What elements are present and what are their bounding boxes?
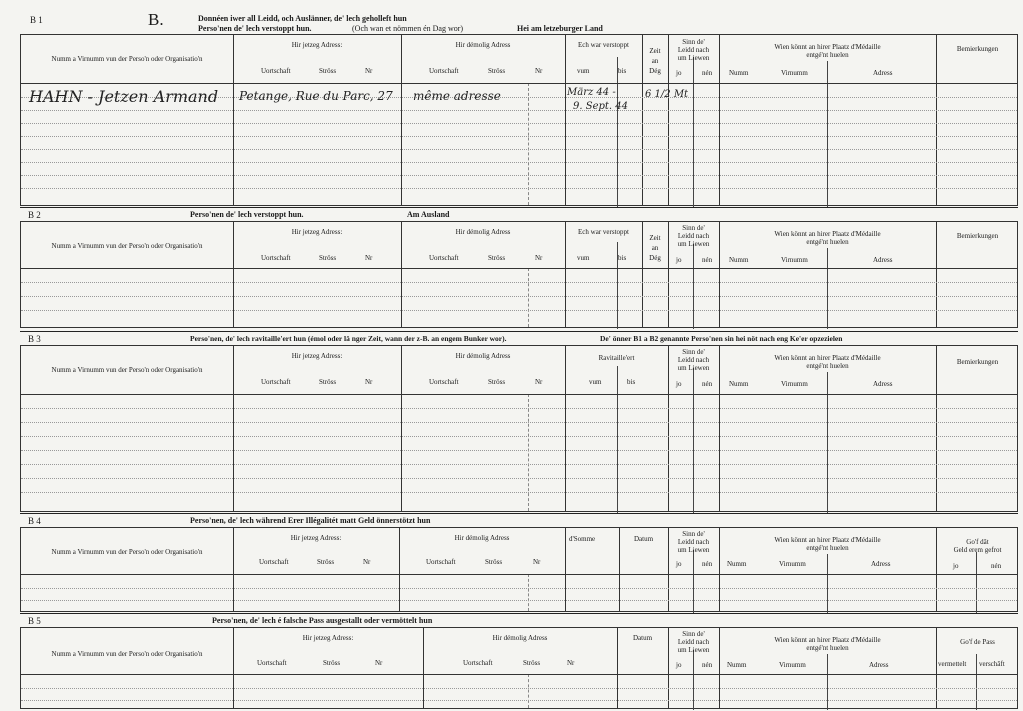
col-alive-1: Sinn de' xyxy=(682,348,705,356)
col-medal-1: Wien könnt an hirer Plaatz d'Médaille xyxy=(774,536,881,544)
col-street: Ströss xyxy=(319,378,337,386)
col-nr: Nr xyxy=(533,558,541,566)
col-medal-address: Adress xyxy=(873,380,893,388)
col-nr: Nr xyxy=(567,659,575,667)
b2-title-b: Am Ausland xyxy=(407,210,450,219)
col-medal-first: Virnumm xyxy=(779,560,806,568)
col-days: Dég xyxy=(649,67,661,75)
b1-title-2: Perso'nen de' lech verstoppt hun. xyxy=(198,24,312,33)
col-street: Ströss xyxy=(323,659,341,667)
col-money-1: Go'f dât xyxy=(966,538,989,546)
col-street: Ströss xyxy=(523,659,541,667)
section-code: B 4 xyxy=(28,516,41,526)
col-pass: Go'f de Pass xyxy=(960,638,995,646)
col-an: an xyxy=(651,244,659,252)
col-nr: Nr xyxy=(535,378,543,386)
b1-title-2b: (Och wan et nömmen én Dag wor) xyxy=(352,24,464,33)
col-medal-name: Numm xyxy=(727,661,747,669)
col-former-address: Hir démolig Adress xyxy=(455,228,511,236)
col-medal-2: entgé'nt huelen xyxy=(806,238,849,246)
col-name: Numm a Virnumm vun der Perso'n oder Organisatio'n xyxy=(51,548,203,556)
col-yes: jo xyxy=(676,661,682,669)
col-alive-1: Sinn de' xyxy=(682,38,705,46)
col-time: Zeit xyxy=(649,47,661,55)
entry-name: HAHN - Jetzen Armand xyxy=(29,87,219,106)
col-yes: jo xyxy=(676,560,682,568)
section-letter: B. xyxy=(148,10,164,29)
b2-table xyxy=(20,221,1018,328)
col-no: nén xyxy=(702,560,713,568)
col-alive-1: Sinn de' xyxy=(682,530,705,538)
col-nr: Nr xyxy=(365,254,373,262)
col-medal-1: Wien könnt an hirer Plaatz d'Médaille xyxy=(774,230,881,238)
col-money-2: Geld erem gefrot xyxy=(953,546,1002,554)
col-locality: Uortschaft xyxy=(426,558,456,566)
col-alive-3: um Liewen xyxy=(677,240,710,248)
col-alive-3: um Liewen xyxy=(677,646,710,654)
col-locality: Uortschaft xyxy=(261,378,291,386)
col-street: Ströss xyxy=(485,558,503,566)
col-nr: Nr xyxy=(535,254,543,262)
col-date: Datum xyxy=(633,535,654,543)
entry-from: März 44 - xyxy=(567,87,616,98)
col-from: vum xyxy=(577,254,590,262)
col-street: Ströss xyxy=(319,67,337,75)
col-former-address: Hir démolig Adress xyxy=(455,41,511,49)
b5-table xyxy=(20,627,1018,709)
col-pass-made: verschâft xyxy=(979,660,1005,668)
col-alive-2: Leidd nach xyxy=(677,232,710,240)
col-locality: Uortschaft xyxy=(261,254,291,262)
col-alive-1: Sinn de' xyxy=(682,630,705,638)
col-to: bis xyxy=(627,378,636,386)
col-current-address: Hir jetzeg Adress: xyxy=(291,228,343,236)
col-time: Zeit xyxy=(649,234,661,242)
col-medal-2: entgé'nt huelen xyxy=(806,51,849,59)
col-medal-2: entgé'nt huelen xyxy=(806,644,849,652)
col-locality: Uortschaft xyxy=(429,254,459,262)
b3-title: Perso'nen, de' lech ravitaille'ert hun (émol oder lä nger Zeit, wann der z-B. an engem Bunker wor). xyxy=(190,334,507,343)
col-to: bis xyxy=(618,67,627,75)
col-pass-issued: vermettelt xyxy=(938,660,967,668)
col-alive-2: Leidd nach xyxy=(677,46,710,54)
col-no: nén xyxy=(702,256,713,264)
section-b5 xyxy=(20,613,1018,709)
col-medal-first: Virnumm xyxy=(779,661,806,669)
section-code: B 5 xyxy=(28,616,41,626)
b4-table xyxy=(20,527,1018,612)
col-medal-2: entgé'nt huelen xyxy=(806,544,849,552)
col-alive-3: um Liewen xyxy=(677,546,710,554)
section-code: B 2 xyxy=(28,210,41,220)
col-name: Numm a Virnumm vun der Perso'n oder Organisatio'n xyxy=(51,242,203,250)
col-former-address: Hir démolig Adress xyxy=(492,634,548,642)
section-code: B 3 xyxy=(28,334,41,344)
entry-address: Petange, Rue du Parc, 27 xyxy=(239,89,393,103)
col-street: Ströss xyxy=(488,254,506,262)
col-current-address: Hir jetzeg Adress: xyxy=(291,41,343,49)
col-street: Ströss xyxy=(488,67,506,75)
col-locality: Uortschaft xyxy=(429,378,459,386)
col-no: nén xyxy=(702,661,713,669)
col-sum: d'Somme xyxy=(569,535,596,543)
col-hidden: Ech war verstoppt xyxy=(578,41,629,49)
col-yes: jo xyxy=(953,562,959,570)
col-street: Ströss xyxy=(488,378,506,386)
section-b4 xyxy=(20,513,1018,612)
col-no: nén xyxy=(702,380,713,388)
col-medal-1: Wien könnt an hirer Plaatz d'Médaille xyxy=(774,636,881,644)
col-alive-2: Leidd nach xyxy=(677,356,710,364)
col-medal-first: Virnumm xyxy=(781,69,808,77)
col-from: vum xyxy=(577,67,590,75)
col-nr: Nr xyxy=(365,67,373,75)
col-nr: Nr xyxy=(365,378,373,386)
col-nr: Nr xyxy=(363,558,371,566)
section-b3 xyxy=(20,331,1018,512)
col-street: Ströss xyxy=(319,254,337,262)
col-medal-address: Adress xyxy=(869,661,889,669)
col-ravit: Ravitaille'ert xyxy=(598,354,635,362)
col-no: nén xyxy=(991,562,1002,570)
col-medal-first: Virnumm xyxy=(781,256,808,264)
col-medal-first: Virnumm xyxy=(781,380,808,388)
col-medal-1: Wien könnt an hirer Plaatz d'Médaille xyxy=(774,43,881,51)
col-locality: Uortschaft xyxy=(463,659,493,667)
b3-table xyxy=(20,345,1018,512)
col-an: an xyxy=(651,57,659,65)
col-days: Dég xyxy=(649,254,661,262)
col-current-address: Hir jetzeg Adress: xyxy=(302,634,354,642)
b5-title: Perso'nen, de' lech é falsche Pass ausgestallt oder vermöttelt hun xyxy=(212,616,433,625)
col-medal-address: Adress xyxy=(873,256,893,264)
col-remarks: Bemierkungen xyxy=(956,358,999,366)
col-medal-name: Numm xyxy=(729,380,749,388)
col-locality: Uortschaft xyxy=(257,659,287,667)
b1-title-3: Hei am letzeburger Land xyxy=(517,24,603,33)
col-alive-3: um Liewen xyxy=(677,54,710,62)
section-b1 xyxy=(20,10,1018,206)
entry-to: 9. Sept. 44 xyxy=(573,101,628,112)
col-former-address: Hir démolig Adress xyxy=(455,352,511,360)
b1-title-1: Donnéen iwer all Leidd, och Auslänner, de' lech geholleft hun xyxy=(198,14,407,23)
col-alive-2: Leidd nach xyxy=(677,538,710,546)
col-nr: Nr xyxy=(535,67,543,75)
col-remarks: Bemierkungen xyxy=(956,45,999,53)
col-alive-2: Leidd nach xyxy=(677,638,710,646)
b3-title-b: De' önner B1 a B2 genannte Perso'nen sin hei nöt nach eng Ke'er opzezielen xyxy=(600,334,843,343)
col-name: Numm a Virnumm vun der Perso'n oder Organisatio'n xyxy=(51,366,203,374)
col-date: Datum xyxy=(632,634,653,642)
col-to: bis xyxy=(618,254,627,262)
col-current-address: Hir jetzeg Adress: xyxy=(290,534,342,542)
col-medal-name: Numm xyxy=(727,560,747,568)
col-name: Numm a Virnumm vun der Perso'n oder Organisatio'n xyxy=(51,650,203,658)
col-nr: Nr xyxy=(375,659,383,667)
col-medal-address: Adress xyxy=(873,69,893,77)
col-alive-3: um Liewen xyxy=(677,364,710,372)
col-name: Numm a Virnumm vun der Perso'n oder Organisatio'n xyxy=(51,55,203,63)
section-b2 xyxy=(20,207,1018,328)
col-medal-1: Wien könnt an hirer Plaatz d'Médaille xyxy=(774,354,881,362)
col-yes: jo xyxy=(676,256,682,264)
col-yes: jo xyxy=(676,380,682,388)
col-street: Ströss xyxy=(317,558,335,566)
col-medal-2: entgé'nt huelen xyxy=(806,362,849,370)
entry-former-address: même adresse xyxy=(413,89,501,103)
col-yes: jo xyxy=(676,69,682,77)
entry-days: 6 1/2 Mt xyxy=(645,89,689,100)
col-alive-1: Sinn de' xyxy=(682,224,705,232)
b4-title: Perso'nen, de' lech während Erer Illégalitét matt Geld önnerstötzt hun xyxy=(190,516,431,525)
col-locality: Uortschaft xyxy=(259,558,289,566)
col-locality: Uortschaft xyxy=(261,67,291,75)
col-no: nén xyxy=(702,69,713,77)
col-from: vum xyxy=(589,378,602,386)
col-locality: Uortschaft xyxy=(429,67,459,75)
col-medal-name: Numm xyxy=(729,69,749,77)
col-medal-address: Adress xyxy=(871,560,891,568)
b1-table xyxy=(20,34,1018,206)
col-hidden: Ech war verstoppt xyxy=(578,228,629,236)
section-code: B 1 xyxy=(30,15,43,25)
col-former-address: Hir démolig Adress xyxy=(454,534,510,542)
col-medal-name: Numm xyxy=(729,256,749,264)
b2-title: Perso'nen de' lech verstoppt hun. xyxy=(190,210,304,219)
col-remarks: Bemierkungen xyxy=(956,232,999,240)
col-current-address: Hir jetzeg Adress: xyxy=(291,352,343,360)
